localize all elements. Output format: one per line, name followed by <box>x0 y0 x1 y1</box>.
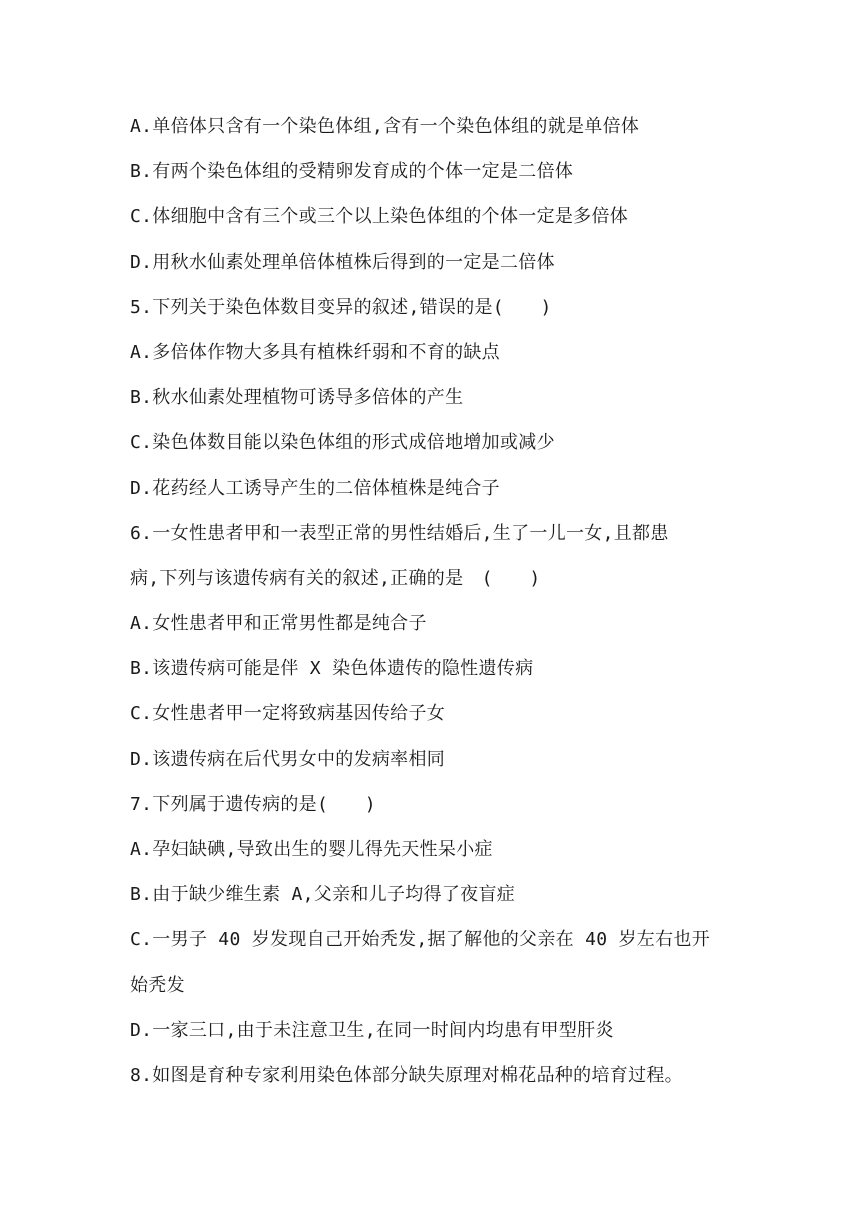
option-7c-line-1: C.一男子 40 岁发现自己开始秃发,据了解他的父亲在 40 岁左右也开 <box>130 929 711 951</box>
option-5a: A.多倍体作物大多具有植株纤弱和不育的缺点 <box>130 341 500 363</box>
option-5c: C.染色体数目能以染色体组的形式成倍地增加或减少 <box>130 432 555 454</box>
option-6a: A.女性患者甲和正常男性都是纯合子 <box>130 613 427 635</box>
question-5: 5.下列关于染色体数目变异的叙述,错误的是( ) <box>130 296 552 318</box>
question-8: 8.如图是育种专家利用染色体部分缺失原理对棉花品种的培育过程。 <box>130 1064 683 1086</box>
question-6-line-1: 6.一女性患者甲和一表型正常的男性结婚后,生了一儿一女,且都患 <box>130 522 669 544</box>
document-page <box>130 104 750 1098</box>
option-7c-line-2: 始秃发 <box>130 974 185 996</box>
option-4d: D.用秋水仙素处理单倍体植株后得到的一定是二倍体 <box>130 251 555 273</box>
option-5d: D.花药经人工诱导产生的二倍体植株是纯合子 <box>130 477 500 499</box>
option-7a: A.孕妇缺碘,导致出生的婴儿得先天性呆小症 <box>130 839 493 860</box>
option-4c: C.体细胞中含有三个或三个以上染色体组的个体一定是多倍体 <box>130 206 629 228</box>
option-6d: D.该遗传病在后代男女中的发病率相同 <box>130 748 446 770</box>
option-4a: A.单倍体只含有一个染色体组,含有一个染色体组的就是单倍体 <box>130 116 640 137</box>
option-7b: B.由于缺少维生素 A,父亲和儿子均得了夜盲症 <box>130 884 516 906</box>
question-6-line-2: 病,下列与该遗传病有关的叙述,正确的是 ( ) <box>130 567 541 589</box>
option-5b: B.秋水仙素处理植物可诱导多倍体的产生 <box>130 387 464 409</box>
option-6b: B.该遗传病可能是伴 X 染色体遗传的隐性遗传病 <box>130 658 534 680</box>
option-6c: C.女性患者甲一定将致病基因传给子女 <box>130 703 446 725</box>
question-7: 7.下列属于遗传病的是( ) <box>130 793 376 815</box>
option-4b: B.有两个染色体组的受精卵发育成的个体一定是二倍体 <box>130 161 574 183</box>
option-7d: D.一家三口,由于未注意卫生,在同一时间内均患有甲型肝炎 <box>130 1019 614 1041</box>
